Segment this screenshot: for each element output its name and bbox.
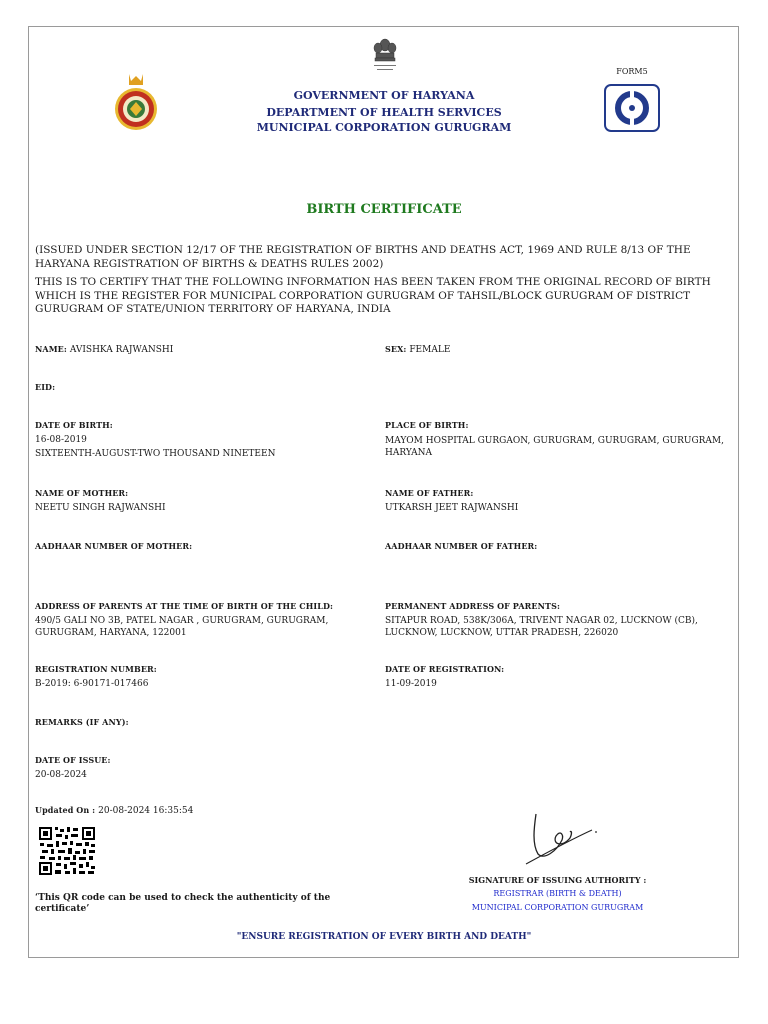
registrar-title: REGISTRAR (BIRTH & DEATH) — [493, 889, 622, 898]
certify-text: THIS IS TO CERTIFY THAT THE FOLLOWING INFORMATION HAS BEEN TAKEN FROM THE ORIGINAL RECORD OF BIRTH WHICH IS THE REGISTER FOR MUNICIPAL CORPORATION GURUGRAM OF TAHSIL/BLOCK GURUGRAM OF DISTRICT GURUGRAM OF STATE/UNION TERRITORY OF HARYANA, INDIA — [35, 276, 711, 315]
registration-date-label: DATE OF REGISTRATION: — [385, 664, 505, 674]
qr-note: ‘This QR code can be used to check the authenticity of the certificate’ — [35, 893, 331, 914]
registrar-office: MUNICIPAL CORPORATION GURUGRAM — [471, 903, 644, 912]
pob-label: PLACE OF BIRTH: — [385, 420, 469, 430]
issue-date-value: 20-08-2024 — [35, 770, 87, 780]
father-value: UTKARSH JEET RAJWANSHI — [385, 503, 519, 513]
aadhaar-father-label: AADHAAR NUMBER OF FATHER: — [385, 541, 538, 551]
permanent-address-label: PERMANENT ADDRESS OF PARENTS: — [385, 601, 560, 611]
registration-date-value: 11-09-2019 — [385, 679, 437, 689]
dob-value: 16-08-2019 — [35, 435, 87, 445]
national-emblem-icon — [369, 37, 401, 81]
certificate-border — [28, 26, 739, 958]
registration-number-label: REGISTRATION NUMBER: — [35, 664, 157, 674]
pob-value: MAYOM HOSPITAL GURGAON, GURUGRAM, GURUGRAM, GURUGRAM, HARYANA — [385, 436, 724, 458]
form-code: FORM5 — [616, 67, 648, 76]
sex-label: SEX: — [385, 344, 407, 354]
header-line-corporation: MUNICIPAL CORPORATION GURUGRAM — [256, 121, 512, 134]
name-value: AVISHKA RAJWANSHI — [69, 345, 174, 355]
name-row — [35, 343, 173, 356]
updated-on-label: Updated On : — [35, 805, 96, 815]
sex-row — [385, 343, 450, 356]
father-label: NAME OF FATHER: — [385, 488, 474, 498]
mother-label: NAME OF MOTHER: — [35, 488, 129, 498]
issue-date-label: DATE OF ISSUE: — [35, 755, 111, 765]
certificate-title: BIRTH CERTIFICATE — [306, 202, 462, 217]
aadhaar-mother-label: AADHAAR NUMBER OF MOTHER: — [35, 541, 193, 551]
address-at-birth-value: 490/5 GALI NO 3B, PATEL NAGAR , GURUGRAM, GURUGRAM, GURUGRAM, HARYANA, 122001 — [35, 616, 329, 638]
eid-label: EID: — [35, 382, 56, 392]
sex-value: FEMALE — [409, 345, 451, 355]
registration-number-value: B-2019: 6-90171-017466 — [35, 679, 149, 689]
updated-on-value: 20-08-2024 16:35:54 — [98, 806, 194, 816]
header-line-department: DEPARTMENT OF HEALTH SERVICES — [266, 106, 502, 119]
remarks-label: REMARKS (IF ANY): — [35, 717, 129, 727]
signature-label: SIGNATURE OF ISSUING AUTHORITY : — [468, 875, 647, 885]
dob-words: SIXTEENTH-AUGUST-TWO THOUSAND NINETEEN — [35, 449, 276, 459]
footer-slogan: "ENSURE REGISTRATION OF EVERY BIRTH AND DEATH" — [236, 932, 532, 942]
dob-label: DATE OF BIRTH: — [35, 420, 113, 430]
signature-scribble-icon — [518, 808, 602, 870]
header-line-government: GOVERNMENT OF HARYANA — [293, 89, 475, 102]
qr-code-icon[interactable] — [38, 826, 96, 876]
issued-under-text: (ISSUED UNDER SECTION 12/17 OF THE REGISTRATION OF BIRTHS AND DEATHS ACT, 1969 AND RULE 8/13 OF THE HARYANA REGISTRATION OF BIRTHS & DEATHS RULES 2002) — [35, 244, 691, 270]
mother-value: NEETU SINGH RAJWANSHI — [35, 503, 166, 513]
name-label: NAME: — [35, 344, 67, 354]
address-at-birth-label: ADDRESS OF PARENTS AT THE TIME OF BIRTH OF THE CHILD: — [35, 601, 334, 611]
updated-on-row — [35, 804, 193, 817]
permanent-address-value: SITAPUR ROAD, 538K/306A, TRIVENT NAGAR 02, LUCKNOW (CB), LUCKNOW, LUCKNOW, UTTAR PRADESH, 226020 — [385, 616, 698, 638]
